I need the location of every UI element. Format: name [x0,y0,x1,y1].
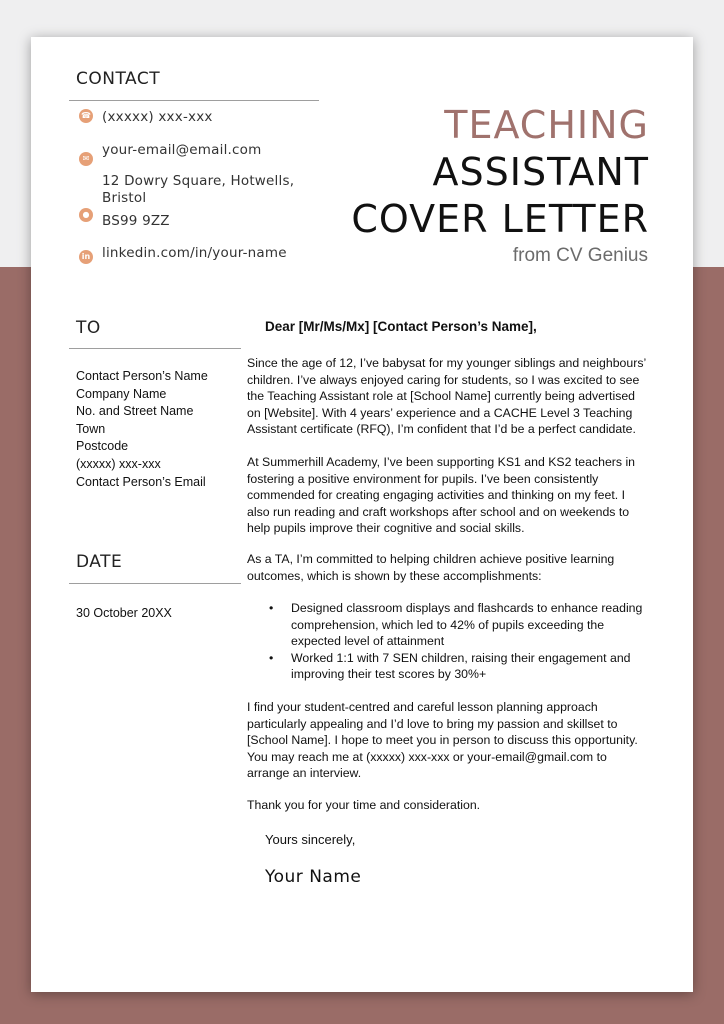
list-item: • Designed classroom displays and flashcards to enhance reading comprehension, which led to 42% of pupils exceeding the expected level of attainment [269,601,643,649]
contact-linkedin: linkedin.com/in/your-name [102,245,287,261]
recipient-email: Contact Person’s Email [76,474,206,489]
letter-paragraph-5: Thank you for your time and consideration. [247,798,481,812]
linkedin-icon: in [79,250,93,264]
list-item: • Worked 1:1 with 7 SEN children, raising their engagement and improving their test scores by 30%+ [269,650,631,682]
title-subtitle: from CV Genius [512,245,648,266]
letter-paragraph-1: Since the age of 12, I’ve babysat for my younger siblings and neighbours’ children. I’ve always enjoyed caring for students, so I was excited to see the Teaching Assistant role at [School Name] currently being advertised on [Website]. With 4 years’ experience and a CACHE Level 3 Teaching Assistant certificate (RFQ), I’m confident that I’d be a perfect candidate. [247,356,646,437]
contact-postcode: BS99 9ZZ [102,213,170,229]
recipient-town: Town [76,421,106,436]
recipient-street: No. and Street Name [76,404,194,419]
signature-name: Your Name [265,867,362,887]
recipient-phone: (xxxxx) xxx-xxx [76,456,161,471]
contact-divider [69,100,319,101]
location-icon: ● [79,208,93,222]
contact-email: your-email@email.com [102,142,262,158]
title-line-1: TEACHING [444,103,649,147]
accomplishments-list [267,600,647,683]
title-line-2: ASSISTANT [432,150,649,194]
contact-heading: CONTACT [76,69,161,89]
contact-address-line2: Bristol [102,190,147,206]
date-heading: DATE [76,552,123,572]
letter-date: 30 October 20XX [76,606,172,620]
recipient-company: Company Name [76,386,167,401]
letter-paragraph-2: At Summerhill Academy, I’ve been supporting KS1 and KS2 teachers in fostering a positive environment for pupils. I’ve been consistently commended for creating engaging activities and thinking on my feet. I also run reading and craft workshops after school and on weekends to help pupils improve their cognitive and social skills. [247,455,636,536]
letter-paragraph-4: I find your student-centred and careful lesson planning approach particularly appealing and I’d love to bring my passion and skillset to [School Name]. I hope to meet you in person to discuss this opportunity. You may reach me at (xxxxx) xxx-xxx or your-email@gmail.com to arrange an interview. [247,700,638,781]
recipient-postcode: Postcode [76,439,129,454]
phone-icon: ☎ [79,109,93,123]
title-line-3: COVER LETTER [351,197,649,241]
to-divider [69,348,241,349]
cover-letter-page [31,37,693,992]
letter-signoff: Yours sincerely, [265,832,356,847]
recipient-name: Contact Person’s Name [76,369,208,383]
date-divider [69,583,241,584]
recipient-block [76,368,208,491]
to-heading: TO [76,318,101,338]
letter-salutation: Dear [Mr/Ms/Mx] [Contact Person’s Name], [265,319,537,334]
email-icon: ✉ [79,152,93,166]
contact-address-line1: 12 Dowry Square, Hotwells, [102,173,295,189]
contact-phone: (xxxxx) xxx-xxx [102,109,213,125]
letter-paragraph-3: As a TA, I’m committed to helping children achieve positive learning outcomes, which is shown by these accomplishments: [247,552,615,583]
